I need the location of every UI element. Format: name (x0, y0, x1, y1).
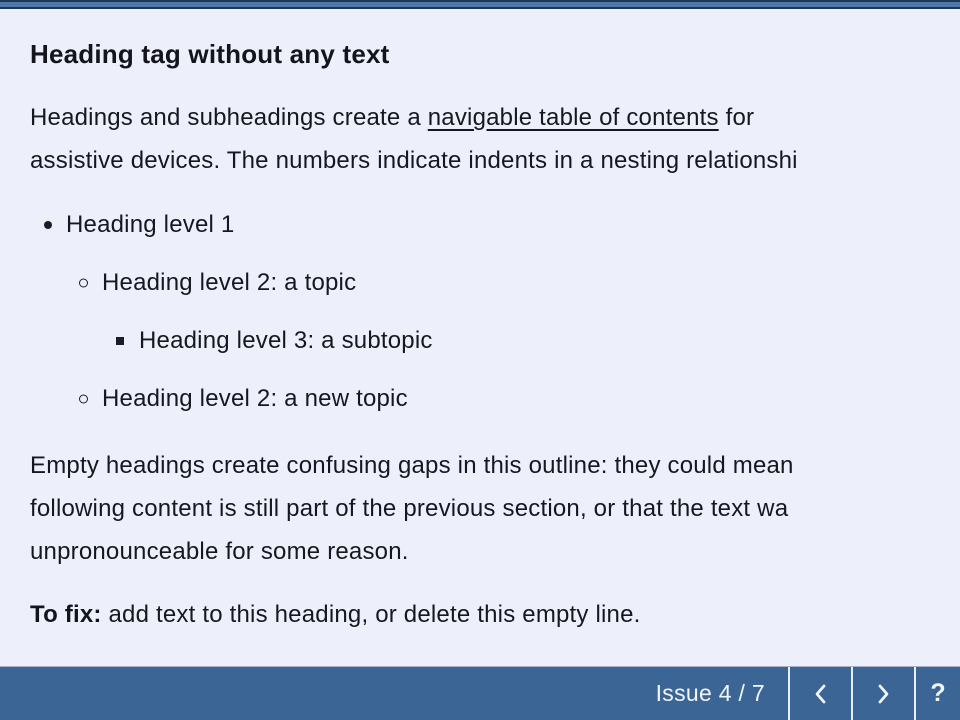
description-text-after-link: for (718, 104, 755, 131)
chevron-left-icon (813, 682, 828, 706)
previous-issue-button[interactable] (788, 667, 851, 720)
list-item (30, 254, 960, 312)
square-bullet-icon (116, 337, 124, 345)
list-item (30, 312, 960, 370)
issue-navigation-bar (0, 666, 960, 720)
explanation-line-3: unpronounceable for some reason. (30, 538, 409, 565)
description-text-before-link: Headings and subheadings create a (30, 104, 428, 131)
fix-instruction (30, 593, 960, 636)
issue-content (0, 9, 960, 636)
help-button[interactable]: ? (914, 667, 960, 720)
list-item-label: Heading level 1 (66, 211, 235, 238)
next-issue-button[interactable] (851, 667, 914, 720)
issue-counter: Issue 4 / 7 (655, 680, 765, 706)
fix-text: add text to this heading, or delete this empty line. (101, 601, 641, 628)
issue-description (30, 96, 960, 182)
heading-outline-list (30, 196, 960, 428)
explanation-line-2: following content is still part of the previous section, or that the text wa (30, 495, 789, 522)
list-item-label: Heading level 2: a topic (102, 269, 357, 296)
list-item (30, 370, 960, 428)
chevron-right-icon (876, 682, 891, 706)
circle-bullet-icon (79, 279, 88, 288)
issue-explanation (30, 444, 960, 573)
fix-label: To fix: (30, 601, 102, 628)
circle-bullet-icon (79, 395, 88, 404)
disc-bullet-icon (44, 221, 52, 229)
description-line-1 (30, 96, 960, 139)
list-item (30, 196, 960, 254)
list-item-label: Heading level 2: a new topic (102, 385, 408, 412)
panel-top-border (0, 0, 960, 9)
issue-title: Heading tag without any text (30, 39, 390, 69)
explanation-line-1: Empty headings create confusing gaps in this outline: they could mean (30, 452, 794, 479)
list-item-label: Heading level 3: a subtopic (139, 327, 433, 354)
toc-link[interactable]: navigable table of contents (427, 104, 719, 131)
description-line-2: assistive devices. The numbers indicate indents in a nesting relationshi (30, 147, 798, 174)
